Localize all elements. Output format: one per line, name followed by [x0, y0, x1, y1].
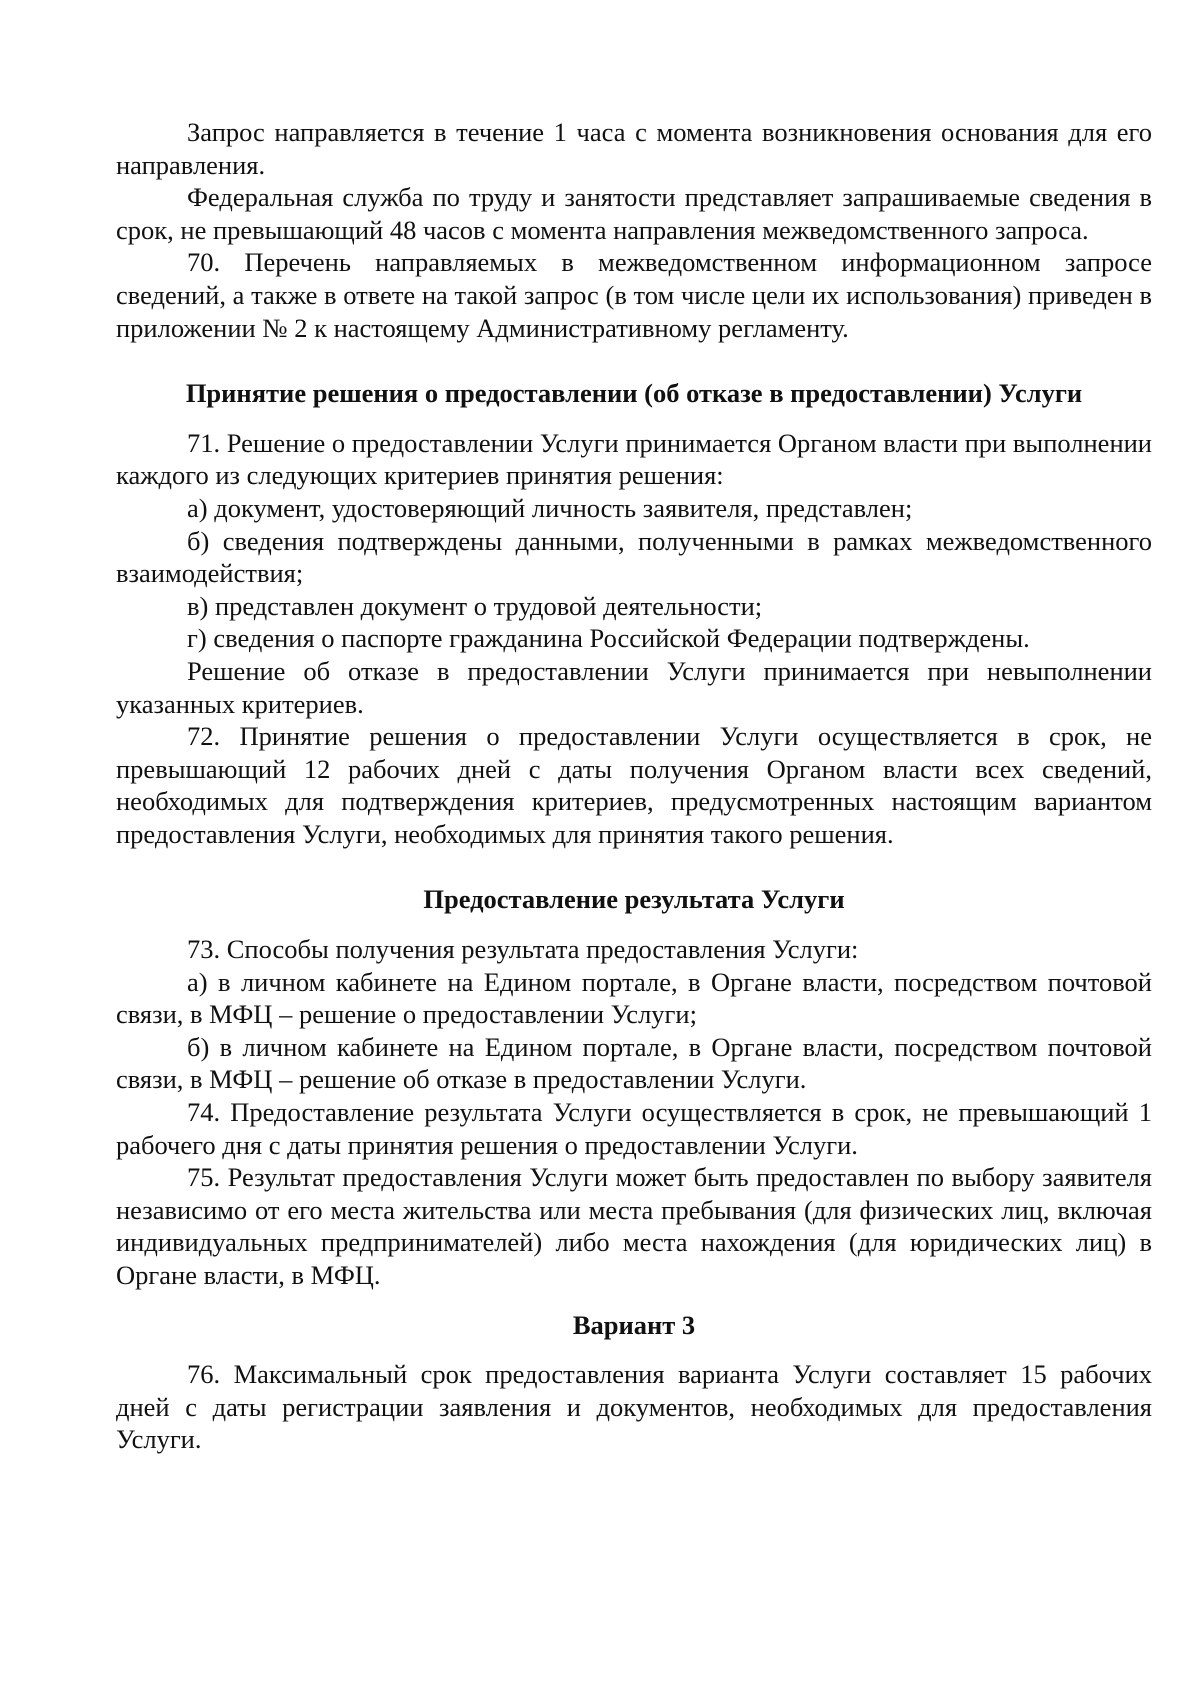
paragraph-72: 72. Принятие решения о предоставлении Услуги осуществляется в срок, не превышающий 12 рабочих дней с даты получения Органом власти всех сведений, необходимых для подтверждения критериев, предусмотренных настоящим вариантом предоставления Услуги, необходимых для принятия такого решения.	[116, 721, 1152, 849]
paragraph-request-timing: Запрос направляется в течение 1 часа с момента возникновения основания для его направления.	[116, 117, 1152, 180]
result-method-a: а) в личном кабинете на Едином портале, в Органе власти, посредством почтовой связи, в МФЦ – решение о предоставлении Услуги;	[116, 966, 1152, 1030]
criterion-v: в) представлен документ о трудовой деятельности;	[187, 590, 763, 621]
criterion-b: б) сведения подтверждены данными, полученными в рамках межведомственного взаимодействия;	[116, 525, 1152, 589]
section-heading-result: Предоставление результата Услуги	[423, 884, 845, 915]
paragraph-73: 73. Способы получения результата предоставления Услуги:	[187, 934, 859, 965]
paragraph-75: 75. Результат предоставления Услуги может быть предоставлен по выбору заявителя независимо от его места жительства или места пребывания (для физических лиц, включая индивидуальных предпринимателей) либо места нахождения (для юридических лиц) в Органе власти, в МФЦ.	[116, 1162, 1152, 1290]
document-page	[116, 116, 1152, 1456]
section-heading-decision: Принятие решения о предоставлении (об отказе в предоставлении) Услуги	[185, 378, 1083, 409]
paragraph-federal-service: Федеральная служба по труду и занятости представляет запрашиваемые сведения в срок, не превышающий 48 часов с момента направления межведомственного запроса.	[116, 182, 1152, 245]
criterion-g: г) сведения о паспорте гражданина Российской Федерации подтверждены.	[187, 623, 1030, 654]
paragraph-76: 76. Максимальный срок предоставления варианта Услуги составляет 15 рабочих дней с даты регистрации заявления и документов, необходимых для предоставления Услуги.	[116, 1359, 1152, 1455]
paragraph-71: 71. Решение о предоставлении Услуги принимается Органом власти при выполнении каждого из следующих критериев принятия решения:	[116, 427, 1152, 491]
result-method-b: б) в личном кабинете на Едином портале, в Органе власти, посредством почтовой связи, в МФЦ – решение об отказе в предоставлении Услуги.	[116, 1031, 1152, 1095]
section-heading-variant-3: Вариант 3	[572, 1309, 696, 1340]
paragraph-refusal: Решение об отказе в предоставлении Услуги принимается при невыполнении указанных критериев.	[116, 655, 1152, 719]
paragraph-70: 70. Перечень направляемых в межведомственном информационном запросе сведений, а также в ответе на такой запрос (в том числе цели их использования) приведен в приложении № 2 к настоящему Административному регламенту.	[116, 247, 1152, 343]
criterion-a: а) документ, удостоверяющий личность заявителя, представлен;	[187, 492, 913, 523]
paragraph-74: 74. Предоставление результата Услуги осуществляется в срок, не превышающий 1 рабочего дня с даты принятия решения о предоставлении Услуги.	[116, 1097, 1152, 1160]
